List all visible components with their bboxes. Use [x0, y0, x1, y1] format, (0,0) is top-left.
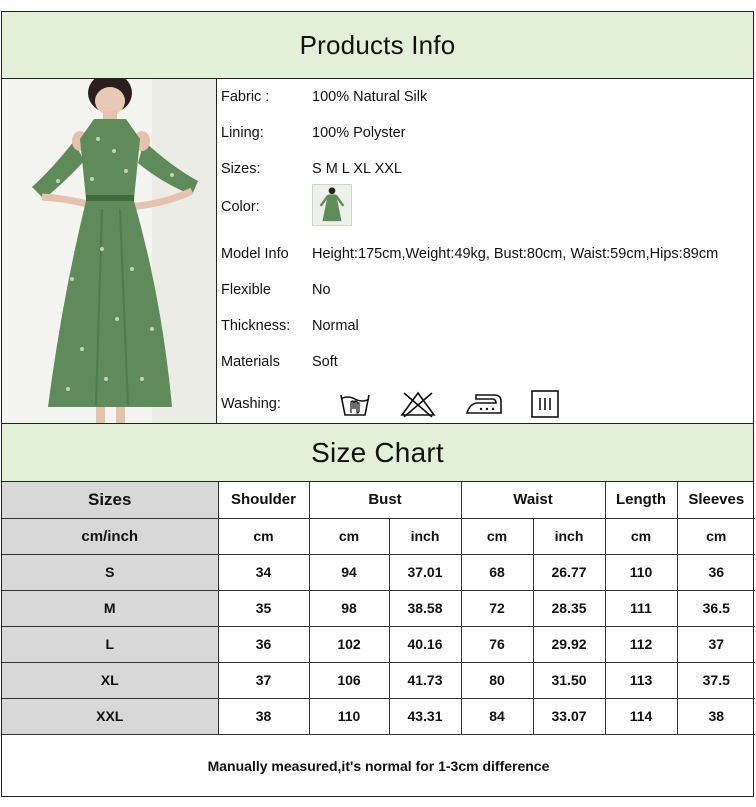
attr-model-info	[218, 236, 755, 272]
size-cell: 40.16	[389, 626, 461, 662]
tumble-dry-icon	[530, 389, 560, 419]
size-cell: 102	[309, 626, 389, 662]
unit-cell: inch	[533, 518, 605, 554]
size-cell: 41.73	[389, 662, 461, 698]
header-bust: Bust	[309, 482, 461, 518]
size-cell: 36	[677, 554, 755, 590]
size-cell: 33.07	[533, 698, 605, 734]
size-row	[2, 554, 755, 590]
unit-cell: cm	[309, 518, 389, 554]
size-chart-title: Size Chart	[311, 436, 444, 468]
size-cell: 37	[218, 662, 309, 698]
unit-cell: cm	[677, 518, 755, 554]
attr-label: Model Info	[221, 246, 289, 262]
attr-label: Fabric :	[221, 89, 270, 105]
size-cell: 110	[309, 698, 389, 734]
size-cell: 26.77	[533, 554, 605, 590]
size-label: M	[2, 590, 218, 626]
size-cell: 111	[605, 590, 677, 626]
attr-label: Color:	[221, 199, 260, 215]
product-info-sheet	[1, 11, 754, 797]
attr-value: 100% Polyster	[312, 125, 406, 141]
attr-materials	[218, 344, 755, 380]
attr-flexible	[218, 272, 755, 308]
product-attributes	[218, 79, 755, 423]
attr-sizes	[218, 151, 755, 187]
size-label: XL	[2, 662, 218, 698]
attr-label: Lining:	[221, 125, 264, 141]
size-cell: 37.01	[389, 554, 461, 590]
header-sizes: Sizes	[2, 482, 218, 518]
attr-label: Materials	[221, 354, 280, 370]
size-cell: 36.5	[677, 590, 755, 626]
unit-cell: cm	[605, 518, 677, 554]
attr-fabric	[218, 79, 755, 115]
size-cell: 38	[677, 698, 755, 734]
size-cell: 35	[218, 590, 309, 626]
size-cell: 113	[605, 662, 677, 698]
size-cell: 36	[218, 626, 309, 662]
header-sleeves: Sleeves	[677, 482, 755, 518]
size-cell: 98	[309, 590, 389, 626]
measurement-note: Manually measured,it's normal for 1-3cm difference	[2, 734, 755, 797]
size-cell: 76	[461, 626, 533, 662]
model-photo	[2, 79, 217, 423]
iron-icon	[464, 389, 504, 419]
attr-value: No	[312, 282, 331, 298]
size-cell: 28.35	[533, 590, 605, 626]
size-chart-table	[2, 482, 755, 735]
attr-color	[218, 185, 755, 229]
size-cell: 112	[605, 626, 677, 662]
hand-wash-icon	[338, 389, 372, 419]
attr-lining	[218, 115, 755, 151]
size-cell: 106	[309, 662, 389, 698]
size-cell: 29.92	[533, 626, 605, 662]
do-not-bleach-icon	[398, 389, 438, 419]
model-photo-illustration	[2, 79, 217, 423]
size-cell: 114	[605, 698, 677, 734]
size-cell: 31.50	[533, 662, 605, 698]
attr-value: Soft	[312, 354, 338, 370]
attr-label: Washing:	[221, 396, 281, 412]
size-cell: 43.31	[389, 698, 461, 734]
size-chart-header	[2, 423, 753, 482]
header-waist: Waist	[461, 482, 605, 518]
attr-value: 100% Natural Silk	[312, 89, 428, 105]
size-cell: 110	[605, 554, 677, 590]
attr-label: Flexible	[221, 282, 271, 298]
unit-cell: cm/inch	[2, 518, 218, 554]
size-cell: 84	[461, 698, 533, 734]
size-label: L	[2, 626, 218, 662]
size-label: S	[2, 554, 218, 590]
unit-cell: cm	[218, 518, 309, 554]
unit-cell: cm	[461, 518, 533, 554]
size-cell: 80	[461, 662, 533, 698]
attr-label: Sizes:	[221, 161, 261, 177]
size-row	[2, 590, 755, 626]
size-cell: 37	[677, 626, 755, 662]
attr-label: Thickness:	[221, 318, 291, 334]
attr-washing	[218, 382, 755, 426]
size-cell: 38.58	[389, 590, 461, 626]
attr-thickness	[218, 308, 755, 344]
size-cell: 68	[461, 554, 533, 590]
products-info-title: Products Info	[299, 29, 456, 60]
unit-cell: inch	[389, 518, 461, 554]
color-swatch	[310, 184, 755, 230]
size-row	[2, 698, 755, 734]
size-header-row	[2, 482, 755, 518]
size-cell: 37.5	[677, 662, 755, 698]
attr-value: S M L XL XXL	[312, 161, 402, 177]
size-cell: 34	[218, 554, 309, 590]
size-cell: 72	[461, 590, 533, 626]
size-row	[2, 626, 755, 662]
attr-value: Height:175cm,Weight:49kg, Bust:80cm, Waist:59cm,Hips:89cm	[312, 246, 719, 262]
unit-row	[2, 518, 755, 554]
size-row	[2, 662, 755, 698]
header-shoulder: Shoulder	[218, 482, 309, 518]
size-label: XXL	[2, 698, 218, 734]
size-cell: 38	[218, 698, 309, 734]
products-info-header	[2, 12, 753, 79]
attr-value: Normal	[312, 318, 359, 334]
washing-icons	[310, 389, 755, 419]
color-swatch-thumbnail	[312, 184, 352, 226]
size-cell: 94	[309, 554, 389, 590]
header-length: Length	[605, 482, 677, 518]
